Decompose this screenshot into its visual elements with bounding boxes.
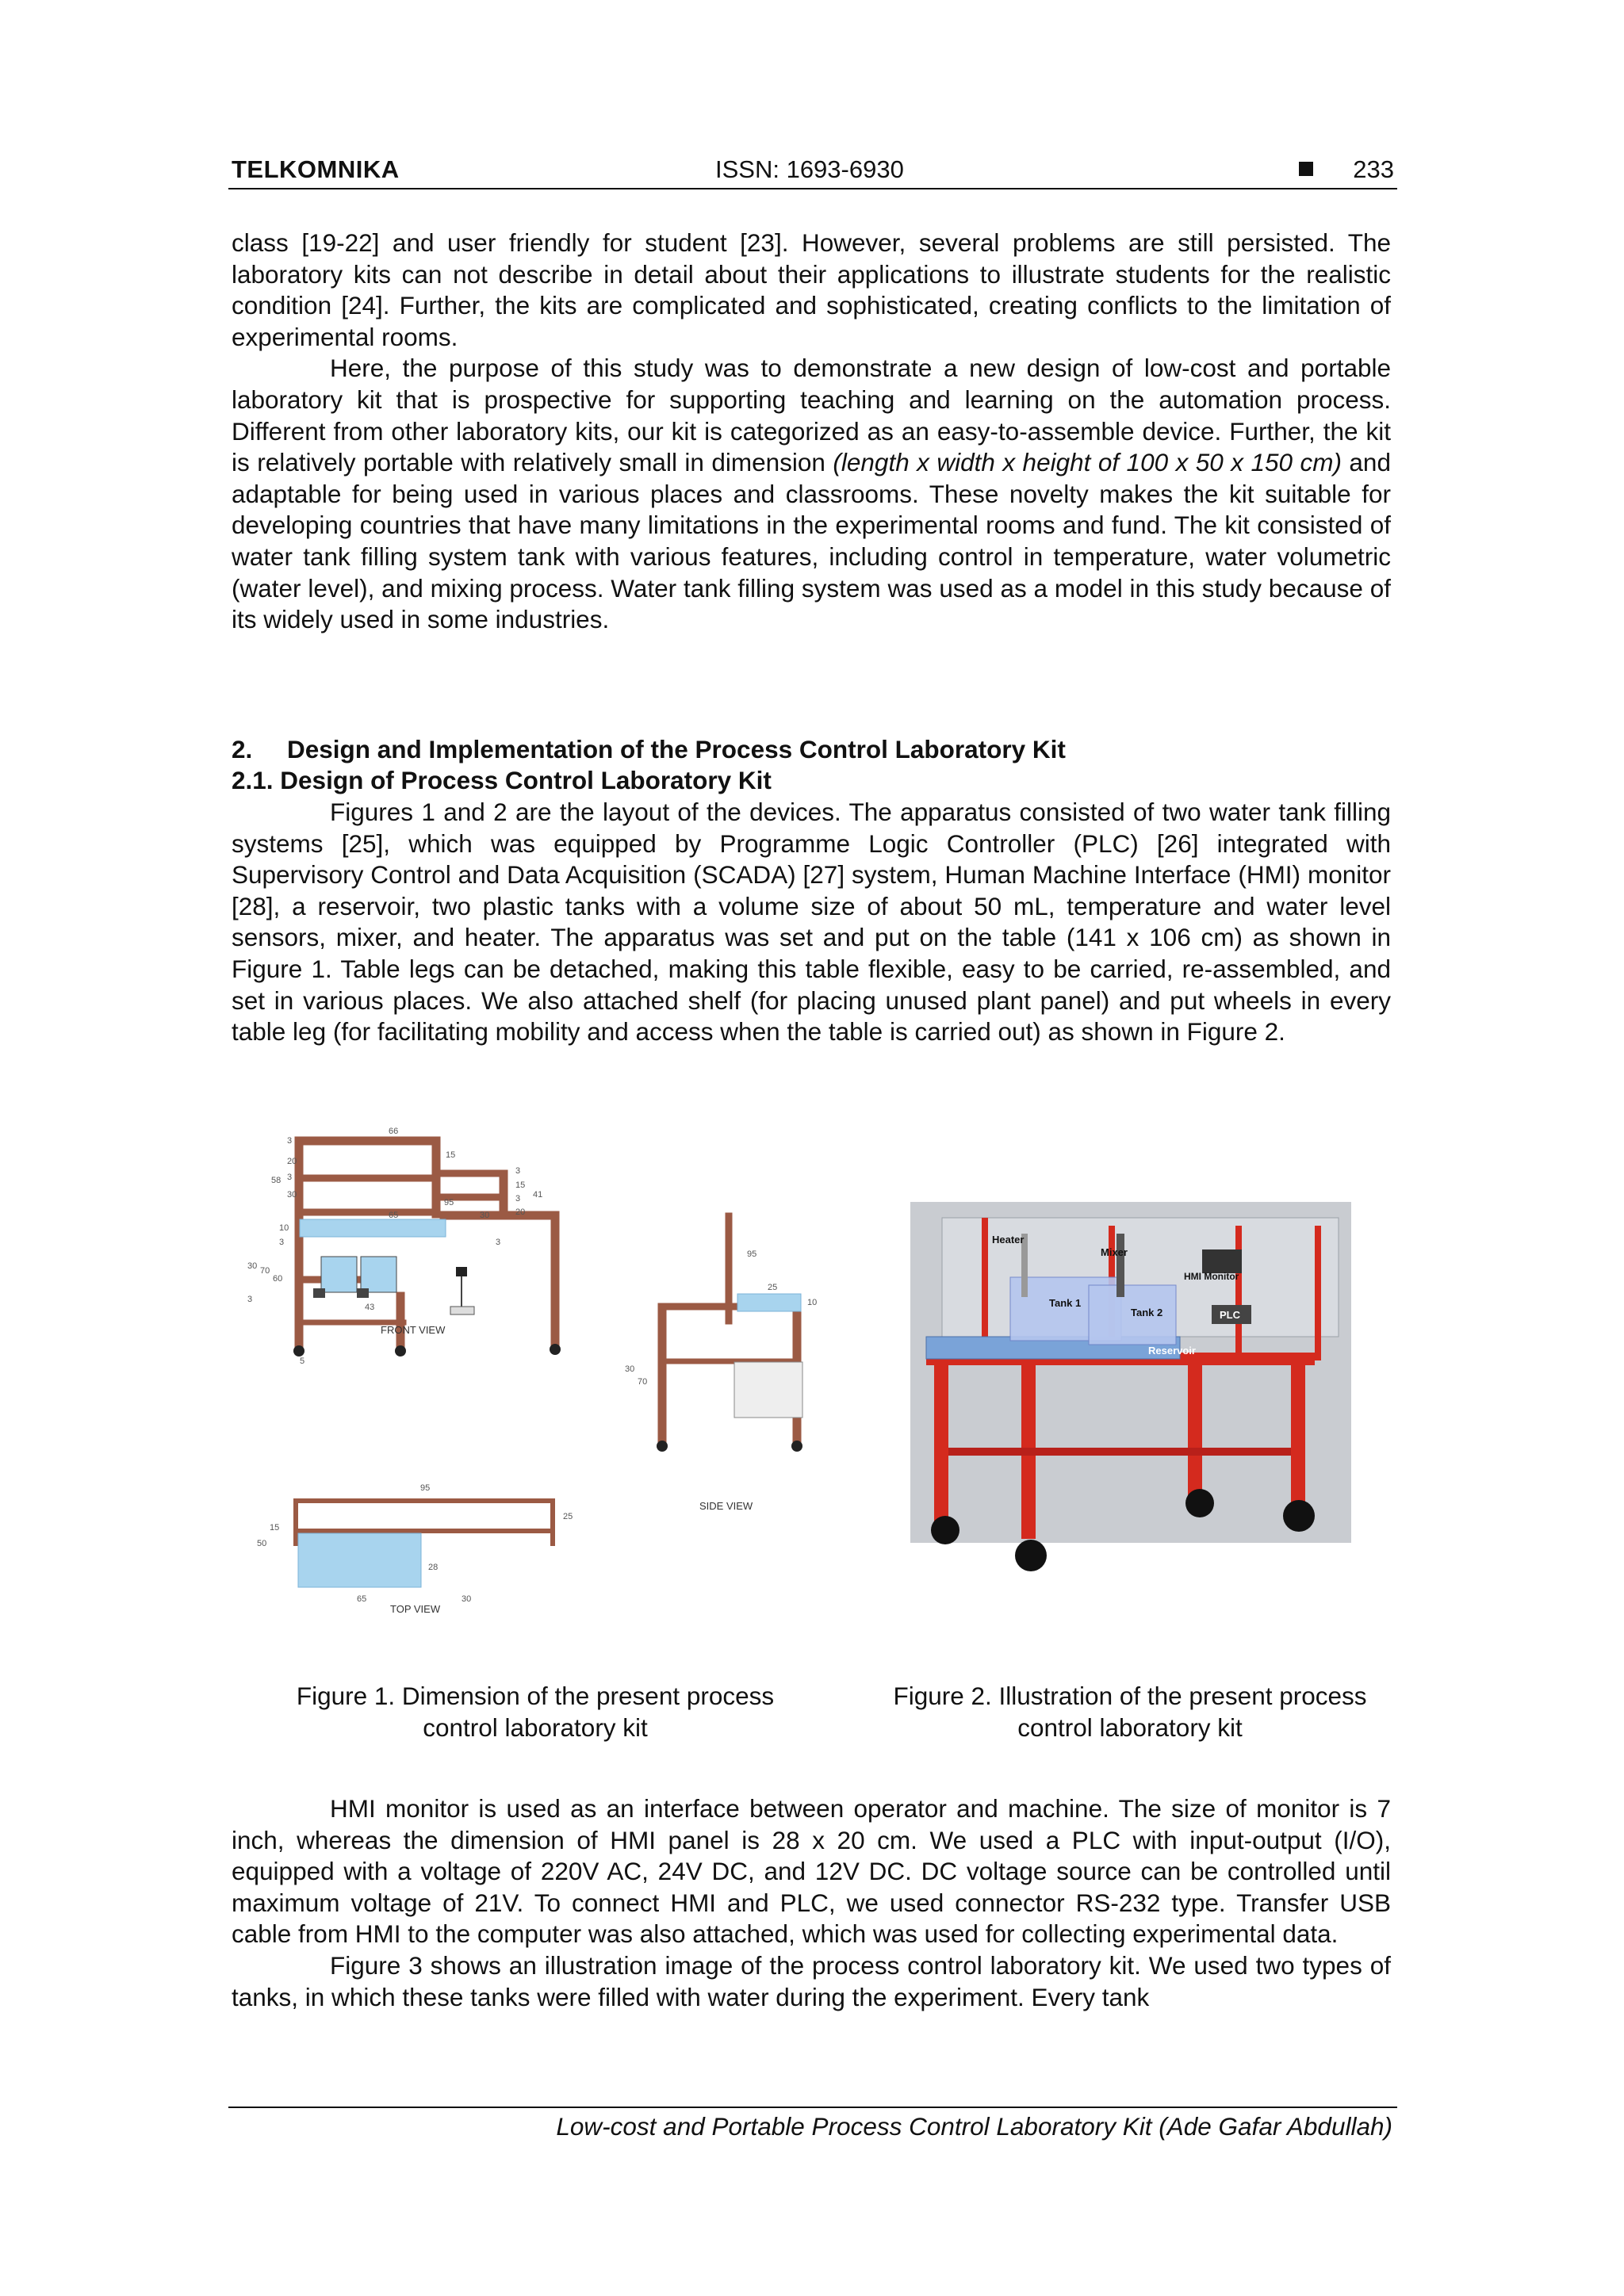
section-number: 2. [232, 735, 253, 763]
issn: ISSN: 1693-6930 [715, 155, 904, 183]
label-tank2: Tank 2 [1131, 1307, 1163, 1318]
intro-text [232, 228, 1391, 636]
paragraph: HMI monitor is used as an interface between operator and machine. The size of monitor is 7 inch, whereas the dimension of HMI panel is 28 x 20 cm. We used a PLC with input-output (I/O), equipped with a voltage of 220V AC, 24V DC, and 12V DC. DC voltage source can be controlled until maximum voltage of 21V. To connect HMI and PLC, we used connector RS-232 type. Transfer USB cable from HMI to the computer was also attached, which was used for collecting experimental data. [232, 1794, 1391, 1949]
svg-text:15: 15 [270, 1523, 280, 1533]
svg-text:65: 65 [357, 1594, 367, 1604]
running-footer: Low-cost and Portable Process Control Laboratory Kit (Ade Gafar Abdullah) [556, 2112, 1392, 2141]
svg-text:41: 41 [533, 1190, 543, 1200]
label-tank1: Tank 1 [1049, 1297, 1082, 1309]
label-hmi: HMI Monitor [1184, 1271, 1239, 1282]
section-heading [232, 734, 1066, 766]
svg-text:3: 3 [515, 1194, 521, 1203]
svg-text:30: 30 [462, 1594, 472, 1604]
svg-text:20: 20 [287, 1157, 297, 1166]
svg-text:3: 3 [515, 1166, 521, 1176]
svg-text:50: 50 [257, 1539, 267, 1548]
subsection-heading: 2.1. Design of Process Control Laboratory Kit [232, 766, 772, 794]
svg-text:30: 30 [480, 1211, 490, 1220]
svg-text:30: 30 [625, 1364, 635, 1374]
figure-1-caption: Figure 1. Dimension of the present process control laboratory kit [296, 1682, 775, 1742]
label-mixer: Mixer [1101, 1246, 1128, 1258]
label-reservoir: Reservoir [1148, 1345, 1196, 1357]
label-heater: Heater [992, 1234, 1025, 1246]
svg-text:28: 28 [428, 1563, 439, 1572]
svg-text:3: 3 [247, 1295, 253, 1304]
footer-rule [228, 2107, 1397, 2108]
svg-text:3: 3 [287, 1136, 293, 1146]
front-view-label: FRONT VIEW [381, 1324, 446, 1336]
side-view-label: SIDE VIEW [699, 1500, 753, 1512]
svg-text:65: 65 [389, 1211, 399, 1220]
svg-text:25: 25 [563, 1512, 573, 1521]
paragraph: class [19-22] and user friendly for student [23]. However, several problems are still persisted. The laboratory kits can not describe in detail about their applications to illustrate students for the realistic condition [24]. Further, the kits are complicated and sophisticated, creating conflicts to the limitation of experimental rooms. [232, 228, 1391, 351]
svg-text:5: 5 [300, 1357, 305, 1366]
paragraph: Here, the purpose of this study was to demonstrate a new design of low-cost and portable laboratory kit that is prospective for supporting teaching and learning on the automation process. Different from other laboratory kits, our kit is categorized as an easy-to-assemble device. Further, the kit is relatively portable with relatively small in dimension (length x width x height of 100 x 50 x 150 cm) and adaptable for being used in various places and classrooms. These novelty makes the kit suitable for developing countries that have many limitations in the experimental rooms and fund. The kit consisted of water tank filling system tank with various features, including control in temperature, water volumetric (water level), and mixing process. Water tank filling system was used as a model in this study because of its widely used in some industries. [232, 354, 1391, 634]
journal-name: TELKOMNIKA [232, 155, 400, 183]
hmi-text [232, 1793, 1391, 2013]
section-title: Design and Implementation of the Process Control Laboratory Kit [287, 735, 1066, 763]
svg-text:95: 95 [420, 1483, 431, 1493]
svg-text:3: 3 [496, 1238, 501, 1247]
svg-text:15: 15 [515, 1181, 526, 1190]
svg-text:25: 25 [768, 1283, 778, 1292]
figure-1-drawing [238, 1126, 841, 1649]
square-bullet-icon [1299, 162, 1313, 176]
svg-text:3: 3 [279, 1238, 285, 1247]
svg-text:58: 58 [271, 1176, 282, 1185]
svg-text:95: 95 [747, 1249, 757, 1259]
figure-2-illustration [910, 1202, 1351, 1575]
running-header [232, 155, 1394, 187]
svg-text:30: 30 [247, 1261, 258, 1271]
svg-text:70: 70 [260, 1266, 270, 1276]
top-view-label: TOP VIEW [390, 1603, 441, 1615]
svg-text:66: 66 [389, 1127, 399, 1136]
page-number: 233 [1353, 155, 1394, 183]
header-rule [228, 188, 1397, 189]
design-text [232, 797, 1391, 1048]
label-plc: PLC [1220, 1309, 1240, 1321]
svg-text:43: 43 [365, 1303, 375, 1312]
svg-text:70: 70 [638, 1377, 648, 1387]
svg-text:3: 3 [287, 1173, 293, 1182]
svg-text:60: 60 [273, 1274, 283, 1284]
dimension-italic: (length x width x height of 100 x 50 x 150 cm) [833, 448, 1342, 477]
svg-text:95: 95 [444, 1198, 454, 1207]
paragraph: Figures 1 and 2 are the layout of the devices. The apparatus consisted of two water tank filling systems [25], which was equipped by Programme Logic Controller (PLC) [26] integrated with Supervisory Control and Data Acquisition (SCADA) [27] system, Human Machine Interface (HMI) monitor [28], a reservoir, two plastic tanks with a volume size of about 50 mL, temperature and water level sensors, mixer, and heater. The apparatus was set and put on the table (141 x 106 cm) as shown in Figure 1. Table legs can be detached, making this table flexible, easy to be carried, re-assembled, and set in various places. We also attached shelf (for placing unused plant panel) and put wheels in every table leg (for facilitating mobility and access when the table is carried out) as shown in Figure 2. [232, 798, 1391, 1047]
svg-text:20: 20 [515, 1207, 526, 1217]
paragraph: Figure 3 shows an illustration image of the process control laboratory kit. We used two types of tanks, in which these tanks were filled with water during the experiment. Every tank [232, 1950, 1391, 2011]
svg-text:10: 10 [279, 1223, 289, 1233]
figure-2-caption: Figure 2. Illustration of the present process control laboratory kit [893, 1682, 1367, 1742]
svg-text:15: 15 [446, 1150, 456, 1160]
svg-text:30: 30 [287, 1190, 297, 1200]
svg-text:10: 10 [807, 1298, 818, 1307]
